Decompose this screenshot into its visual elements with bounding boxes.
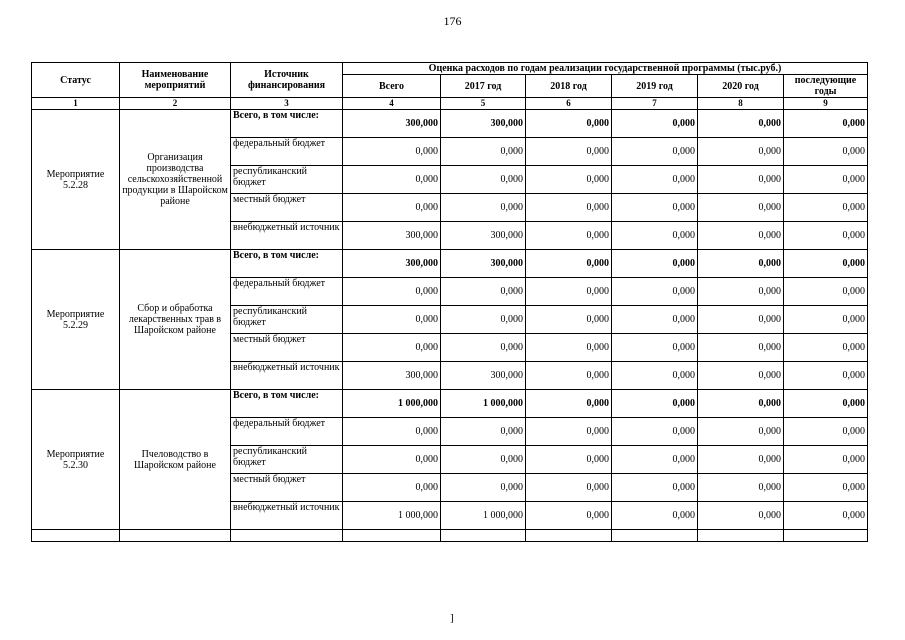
amount-cell: 0,000 bbox=[698, 110, 784, 138]
table-row bbox=[32, 110, 868, 138]
amount-cell: 0,000 bbox=[612, 194, 698, 222]
amount-cell: 0,000 bbox=[784, 250, 868, 278]
budget-table bbox=[31, 62, 868, 542]
amount-cell: 0,000 bbox=[343, 446, 441, 474]
column-number: 3 bbox=[231, 98, 343, 110]
amount-cell: 1 000,000 bbox=[343, 502, 441, 530]
header-year-total: Всего bbox=[343, 75, 441, 98]
amount-cell: 0,000 bbox=[612, 334, 698, 362]
amount-cell: 0,000 bbox=[526, 138, 612, 166]
funding-source: федеральный бюджет bbox=[231, 138, 343, 166]
amount-cell: 0,000 bbox=[343, 474, 441, 502]
amount-cell: 300,000 bbox=[441, 362, 526, 390]
amount-cell: 0,000 bbox=[698, 278, 784, 306]
funding-source: местный бюджет bbox=[231, 474, 343, 502]
amount-cell: 0,000 bbox=[526, 474, 612, 502]
amount-cell: 1 000,000 bbox=[343, 390, 441, 418]
amount-cell: 300,000 bbox=[441, 222, 526, 250]
amount-cell: 0,000 bbox=[698, 222, 784, 250]
header-column-numbers bbox=[32, 98, 868, 110]
funding-source: внебюджетный источник bbox=[231, 502, 343, 530]
amount-cell: 0,000 bbox=[612, 418, 698, 446]
amount-cell: 1 000,000 bbox=[441, 502, 526, 530]
amount-cell: 0,000 bbox=[343, 278, 441, 306]
amount-cell: 0,000 bbox=[526, 502, 612, 530]
amount-cell: 0,000 bbox=[784, 390, 868, 418]
empty-row bbox=[32, 530, 868, 542]
amount-cell: 0,000 bbox=[784, 446, 868, 474]
measure-name: Сбор и обработка лекарственных трав в Шаройском районе bbox=[120, 250, 231, 390]
footer-mark: ] bbox=[450, 612, 454, 624]
amount-cell: 300,000 bbox=[343, 222, 441, 250]
measure-name: Пчеловодство в Шаройском районе bbox=[120, 390, 231, 530]
funding-source: внебюджетный источник bbox=[231, 222, 343, 250]
measure-status: Мероприятие 5.2.29 bbox=[32, 250, 120, 390]
amount-cell: 0,000 bbox=[612, 278, 698, 306]
amount-cell: 0,000 bbox=[526, 250, 612, 278]
amount-cell: 300,000 bbox=[343, 250, 441, 278]
amount-cell: 0,000 bbox=[698, 474, 784, 502]
amount-cell: 0,000 bbox=[698, 250, 784, 278]
amount-cell: 0,000 bbox=[441, 418, 526, 446]
amount-cell: 0,000 bbox=[526, 446, 612, 474]
amount-cell: 0,000 bbox=[441, 278, 526, 306]
column-number: 1 bbox=[32, 98, 120, 110]
amount-cell: 0,000 bbox=[441, 306, 526, 334]
amount-cell: 0,000 bbox=[784, 418, 868, 446]
amount-cell: 0,000 bbox=[784, 306, 868, 334]
amount-cell: 0,000 bbox=[698, 502, 784, 530]
amount-cell: 0,000 bbox=[343, 418, 441, 446]
amount-cell: 0,000 bbox=[343, 334, 441, 362]
amount-cell: 300,000 bbox=[343, 110, 441, 138]
amount-cell: 0,000 bbox=[612, 474, 698, 502]
amount-cell: 1 000,000 bbox=[441, 390, 526, 418]
amount-cell: 0,000 bbox=[698, 362, 784, 390]
amount-cell: 0,000 bbox=[612, 250, 698, 278]
funding-source: республиканский бюджет bbox=[231, 446, 343, 474]
header-status: Статус bbox=[32, 63, 120, 98]
funding-source: внебюджетный источник bbox=[231, 362, 343, 390]
amount-cell: 0,000 bbox=[698, 334, 784, 362]
amount-cell: 0,000 bbox=[698, 194, 784, 222]
funding-source: Всего, в том числе: bbox=[231, 110, 343, 138]
header-measure: Наименование мероприятий bbox=[120, 63, 231, 98]
amount-cell: 0,000 bbox=[612, 502, 698, 530]
amount-cell: 0,000 bbox=[343, 138, 441, 166]
funding-source: федеральный бюджет bbox=[231, 418, 343, 446]
table-row bbox=[32, 390, 868, 418]
amount-cell: 0,000 bbox=[612, 306, 698, 334]
amount-cell: 0,000 bbox=[612, 166, 698, 194]
amount-cell: 0,000 bbox=[343, 306, 441, 334]
column-number: 4 bbox=[343, 98, 441, 110]
column-number: 5 bbox=[441, 98, 526, 110]
amount-cell: 0,000 bbox=[698, 446, 784, 474]
amount-cell: 0,000 bbox=[784, 222, 868, 250]
amount-cell: 0,000 bbox=[612, 446, 698, 474]
amount-cell: 0,000 bbox=[784, 502, 868, 530]
amount-cell: 0,000 bbox=[441, 138, 526, 166]
amount-cell: 0,000 bbox=[441, 334, 526, 362]
funding-source: федеральный бюджет bbox=[231, 278, 343, 306]
header-year-2019: 2019 год bbox=[612, 75, 698, 98]
amount-cell: 300,000 bbox=[441, 110, 526, 138]
amount-cell: 0,000 bbox=[612, 222, 698, 250]
amount-cell: 0,000 bbox=[526, 334, 612, 362]
header-expense-group: Оценка расходов по годам реализации государственной программы (тыс.руб.) bbox=[343, 63, 868, 75]
amount-cell: 0,000 bbox=[526, 222, 612, 250]
amount-cell: 0,000 bbox=[784, 166, 868, 194]
amount-cell: 0,000 bbox=[526, 362, 612, 390]
amount-cell: 0,000 bbox=[698, 418, 784, 446]
amount-cell: 0,000 bbox=[784, 110, 868, 138]
page-number: 176 bbox=[443, 14, 462, 28]
amount-cell: 0,000 bbox=[526, 306, 612, 334]
amount-cell: 0,000 bbox=[343, 166, 441, 194]
funding-source: Всего, в том числе: bbox=[231, 390, 343, 418]
funding-source: местный бюджет bbox=[231, 194, 343, 222]
amount-cell: 0,000 bbox=[441, 446, 526, 474]
amount-cell: 0,000 bbox=[698, 390, 784, 418]
amount-cell: 0,000 bbox=[612, 362, 698, 390]
amount-cell: 0,000 bbox=[784, 194, 868, 222]
amount-cell: 0,000 bbox=[784, 474, 868, 502]
amount-cell: 0,000 bbox=[612, 390, 698, 418]
amount-cell: 0,000 bbox=[441, 194, 526, 222]
measure-name: Организация производства сельскохозяйственной продукции в Шаройском районе bbox=[120, 110, 231, 250]
amount-cell: 0,000 bbox=[526, 278, 612, 306]
amount-cell: 0,000 bbox=[441, 166, 526, 194]
header-source: Источник финансирования bbox=[231, 63, 343, 98]
amount-cell: 0,000 bbox=[698, 138, 784, 166]
amount-cell: 0,000 bbox=[526, 166, 612, 194]
amount-cell: 300,000 bbox=[441, 250, 526, 278]
column-number: 7 bbox=[612, 98, 698, 110]
header-year-later: последующие годы bbox=[784, 75, 868, 98]
table-row bbox=[32, 250, 868, 278]
amount-cell: 0,000 bbox=[698, 306, 784, 334]
amount-cell: 0,000 bbox=[526, 194, 612, 222]
amount-cell: 0,000 bbox=[784, 138, 868, 166]
column-number: 9 bbox=[784, 98, 868, 110]
column-number: 6 bbox=[526, 98, 612, 110]
measure-status: Мероприятие 5.2.30 bbox=[32, 390, 120, 530]
amount-cell: 0,000 bbox=[612, 110, 698, 138]
funding-source: республиканский бюджет bbox=[231, 166, 343, 194]
column-number: 8 bbox=[698, 98, 784, 110]
column-number: 2 bbox=[120, 98, 231, 110]
amount-cell: 0,000 bbox=[612, 138, 698, 166]
funding-source: республиканский бюджет bbox=[231, 306, 343, 334]
amount-cell: 0,000 bbox=[698, 166, 784, 194]
amount-cell: 0,000 bbox=[526, 110, 612, 138]
amount-cell: 0,000 bbox=[784, 334, 868, 362]
amount-cell: 0,000 bbox=[784, 362, 868, 390]
amount-cell: 0,000 bbox=[441, 474, 526, 502]
funding-source: Всего, в том числе: bbox=[231, 250, 343, 278]
amount-cell: 0,000 bbox=[343, 194, 441, 222]
amount-cell: 300,000 bbox=[343, 362, 441, 390]
header-year-2020: 2020 год bbox=[698, 75, 784, 98]
header-year-2018: 2018 год bbox=[526, 75, 612, 98]
amount-cell: 0,000 bbox=[526, 390, 612, 418]
header-year-2017: 2017 год bbox=[441, 75, 526, 98]
amount-cell: 0,000 bbox=[784, 278, 868, 306]
funding-source: местный бюджет bbox=[231, 334, 343, 362]
measure-status: Мероприятие 5.2.28 bbox=[32, 110, 120, 250]
table-body bbox=[32, 110, 868, 542]
amount-cell: 0,000 bbox=[526, 418, 612, 446]
